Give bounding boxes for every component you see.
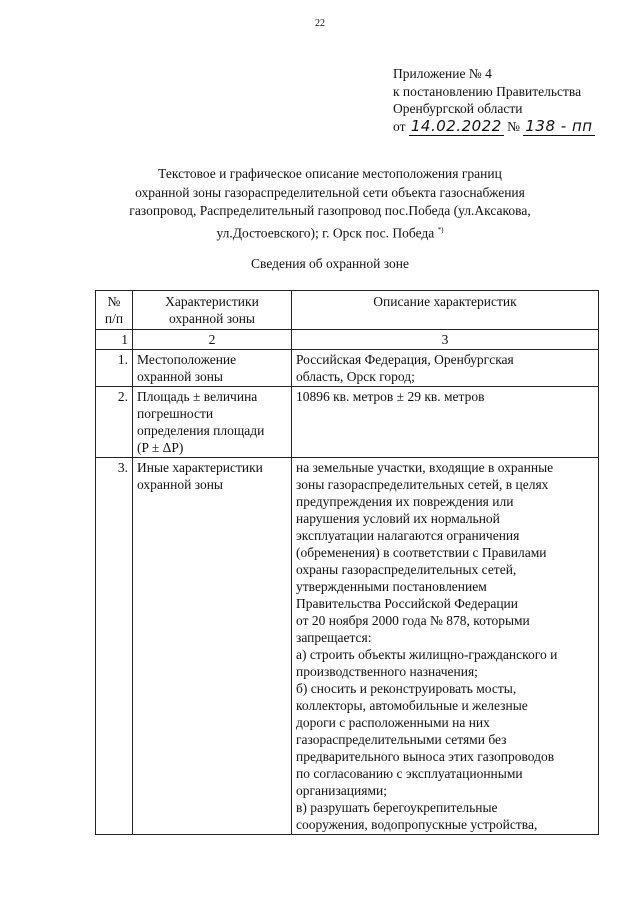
- from-label: от: [393, 118, 406, 134]
- heading-line-1: Текстовое и графическое описание местоположения границ: [158, 166, 502, 181]
- description-line: организациями;: [296, 783, 387, 798]
- row-characteristic: [133, 350, 292, 387]
- column-number-3: 3: [292, 330, 599, 350]
- description-line: на земельные участки, входящие в охранные: [296, 460, 554, 475]
- column-number-1: 1: [96, 330, 133, 350]
- characteristic-line: охранной зоны: [137, 369, 224, 384]
- characteristic-line: определения площади: [137, 423, 265, 438]
- description-line: (обременения) в соответствии с Правилами: [296, 545, 547, 560]
- description-line: сооружения, водопропускные устройства,: [296, 817, 538, 832]
- description-line: область, Орск город;: [296, 369, 415, 384]
- description-line: а) строить объекты жилищно-гражданского и: [296, 647, 558, 662]
- protection-zone-table: [95, 290, 599, 835]
- characteristic-line: (P ± ΔP): [137, 440, 184, 455]
- table-row: [96, 387, 599, 458]
- description-line: нарушения условий их нормальной: [296, 511, 500, 526]
- appendix-region-line: Оренбургской области: [393, 101, 523, 116]
- description-line: от 20 ноября 2000 года № 878, которыми: [296, 613, 530, 628]
- description-line: утвержденными постановлением: [296, 579, 487, 594]
- row-characteristic: [133, 387, 292, 458]
- appendix-decree-line: к постановлению Правительства: [393, 83, 582, 99]
- description-line: зоны газораспределительных сетей, в целях: [296, 477, 549, 492]
- page-number: 22: [315, 18, 325, 29]
- column-number-2: 2: [133, 330, 292, 350]
- row-description: [292, 350, 599, 387]
- document-heading: [70, 165, 590, 243]
- appendix-title: Приложение № 4: [393, 66, 492, 81]
- column-number-row: [96, 330, 599, 350]
- row-number: 3.: [96, 458, 133, 835]
- description-line: предупреждения их повреждения или: [296, 494, 514, 509]
- appendix-date-line: [393, 118, 595, 136]
- characteristic-line: Иные характеристики: [137, 460, 263, 475]
- characteristic-line: Площадь ± величина: [137, 389, 258, 404]
- footnote-mark: *): [437, 225, 444, 234]
- table-body: [96, 350, 599, 835]
- description-line: запрещается:: [296, 630, 372, 645]
- description-line: по согласованию с эксплуатационными: [296, 766, 523, 781]
- handwritten-number: 138 - пп: [525, 116, 593, 135]
- characteristic-line: погрешности: [137, 406, 214, 421]
- description-line: предварительного выноса этих газопроводов: [296, 749, 555, 764]
- row-characteristic: [133, 458, 292, 835]
- row-number: 1.: [96, 350, 133, 387]
- description-line: в) разрушать берегоукрепительные: [296, 800, 498, 815]
- table-header-row: [96, 291, 599, 330]
- row-number: 2.: [96, 387, 133, 458]
- header-description: Описание характеристик: [292, 291, 599, 330]
- heading-line-2: охранной зоны газораспределительной сети объекта газоснабжения: [135, 184, 525, 200]
- row-description: [292, 387, 599, 458]
- description-line: Российская Федерация, Оренбургская: [296, 352, 514, 367]
- heading-line-3: газопровод, Распределительный газопровод пос.Победа (ул.Аксакова,: [129, 203, 531, 218]
- section-subheading: Сведения об охранной зоне: [251, 256, 409, 271]
- description-line: дороги с расположенными на них: [296, 715, 490, 730]
- description-line: коллекторы, автомобильные и железные: [296, 698, 528, 713]
- description-line: 10896 кв. метров ± 29 кв. метров: [296, 389, 485, 404]
- description-line: охраны газораспределительных сетей,: [296, 562, 517, 577]
- description-line: б) сносить и реконструировать мосты,: [296, 681, 517, 696]
- characteristic-line: охранной зоны: [137, 477, 224, 492]
- table-row: [96, 350, 599, 387]
- row-description: [292, 458, 599, 835]
- heading-line-4-text: ул.Достоевского); г. Орск пос. Победа: [216, 225, 435, 240]
- number-sign: №: [507, 118, 521, 134]
- description-line: Правительства Российской Федерации: [296, 596, 518, 611]
- header-characteristics: Характеристики охранной зоны: [133, 291, 292, 330]
- heading-line-4: [70, 221, 590, 243]
- header-number: № п/п: [96, 291, 133, 330]
- characteristic-line: Местоположение: [137, 352, 237, 367]
- description-line: производственного назначения;: [296, 664, 478, 679]
- handwritten-date: 14.02.2022: [410, 116, 502, 135]
- appendix-block: [393, 65, 595, 135]
- description-line: эксплуатации налагаются ограничения: [296, 528, 520, 543]
- description-line: газораспределительными сетями без: [296, 732, 507, 747]
- table-row: [96, 458, 599, 835]
